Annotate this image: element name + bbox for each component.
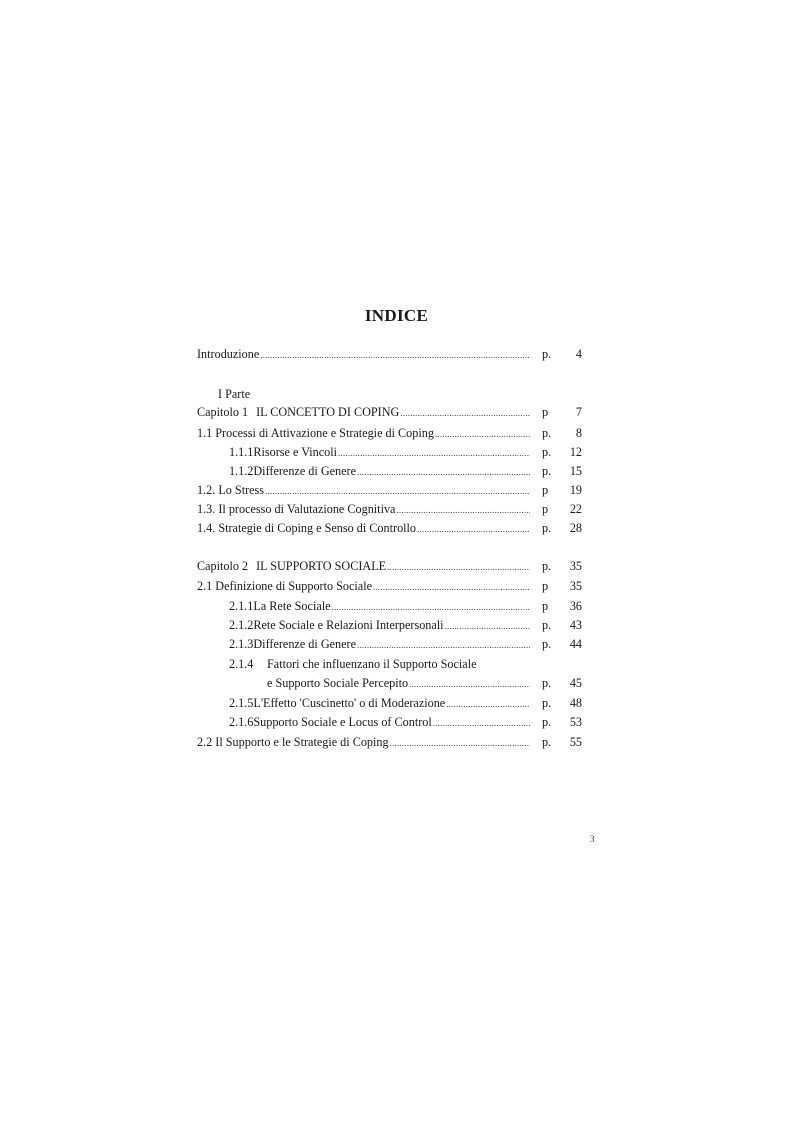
toc-entry-label: La Rete Sociale [253, 599, 331, 613]
toc-entry-label: Supporto Sociale e Locus of Control [253, 715, 432, 729]
toc-page-prefix: p. [542, 445, 552, 459]
toc-page-prefix: p [542, 483, 549, 497]
toc-dot-leader [433, 714, 530, 731]
toc-entry-label: Rete Sociale e Relazioni Interpersonali [253, 618, 444, 632]
toc-section-number: 2.1.5 [229, 696, 254, 710]
toc-page-prefix: p. [542, 715, 552, 729]
toc-section-number: 2.1.2 [229, 618, 254, 632]
toc-entry-1-1-1 [229, 444, 531, 461]
toc-page-number: 15 [569, 464, 582, 478]
toc-chapter-number: Capitolo 2 [197, 559, 249, 573]
toc-dot-leader [357, 636, 530, 653]
page-folio-number: 3 [590, 834, 595, 844]
toc-page-number: 12 [569, 445, 582, 459]
toc-entry-label: 1.1 Processi di Attivazione e Strategie di Coping [197, 426, 434, 440]
toc-entry-2-1 [197, 578, 531, 595]
toc-dot-leader [417, 520, 530, 537]
toc-page-prefix: p. [542, 464, 552, 478]
toc-section-number: 2.1.3 [229, 637, 254, 651]
toc-section-number: 2.1.4 [229, 657, 254, 671]
toc-entry-label: 1.3. Il processo di Valutazione Cognitiva [197, 502, 396, 516]
page-title: INDICE [364, 306, 429, 325]
toc-dot-leader [373, 578, 530, 595]
toc-section-number: 2.1.1 [229, 599, 254, 613]
toc-entry-2-1-4-continued [267, 675, 531, 692]
toc-entry-label: Introduzione [197, 347, 260, 361]
toc-page-number: 4 [575, 347, 582, 361]
toc-dot-leader [396, 501, 530, 518]
toc-entry-2-2 [197, 734, 531, 751]
toc-entry-label: 1.2. Lo Stress [197, 483, 265, 497]
toc-page-prefix: p [542, 405, 549, 419]
toc-entry-label: L'Effetto 'Cuscinetto' o di Moderazione [253, 696, 446, 710]
toc-entry-label: 2.1 Definizione di Supporto Sociale [197, 579, 372, 593]
toc-page-prefix: p. [542, 676, 552, 690]
toc-page-prefix: p. [542, 426, 552, 440]
toc-dot-leader [260, 346, 530, 363]
toc-page-prefix: p. [542, 696, 552, 710]
toc-page-prefix: p. [542, 618, 552, 632]
toc-page-number: 53 [569, 715, 582, 729]
toc-page-number: 55 [569, 735, 582, 749]
toc-page-number: 35 [569, 579, 582, 593]
toc-page-number: 44 [569, 637, 582, 651]
toc-chapter-number: Capitolo 1 [197, 405, 249, 419]
toc-entry-2-1-1 [229, 598, 531, 615]
toc-page-number: 19 [569, 483, 582, 497]
toc-dot-leader [409, 675, 530, 692]
toc-page-prefix: p. [542, 637, 552, 651]
toc-entry-label: Differenze di Genere [253, 637, 357, 651]
toc-entry-1-2 [197, 482, 531, 499]
toc-page-number: 22 [569, 502, 582, 516]
toc-dot-leader [446, 695, 530, 712]
toc-entry-2-1-2 [229, 617, 531, 634]
toc-page-number: 43 [569, 618, 582, 632]
toc-entry-2-1-6 [229, 714, 531, 731]
toc-page-number: 35 [569, 559, 582, 573]
toc-entry-chapter-2 [197, 558, 531, 575]
toc-page-prefix: p [542, 599, 549, 613]
toc-page-prefix: p. [542, 735, 552, 749]
toc-dot-leader [357, 463, 530, 480]
toc-dot-leader [445, 617, 530, 634]
toc-page-prefix: p. [542, 559, 552, 573]
toc-entry-1-1 [197, 425, 531, 442]
toc-entry-2-1-3 [229, 636, 531, 653]
toc-entry-2-1-4 [229, 656, 531, 672]
toc-section-number: 1.1.1 [229, 445, 254, 459]
toc-page-number: 7 [575, 405, 582, 419]
toc-entry-1-4 [197, 520, 531, 537]
toc-entry-label: 1.4. Strategie di Coping e Senso di Controllo [197, 521, 417, 535]
toc-page-number: 28 [569, 521, 582, 535]
toc-dot-leader [435, 425, 530, 442]
toc-page-prefix: p [542, 502, 549, 516]
toc-dot-leader [400, 404, 530, 421]
toc-dot-leader [390, 734, 530, 751]
toc-entry-2-1-5 [229, 695, 531, 712]
toc-page-prefix: p. [542, 521, 552, 535]
toc-entry-label: Risorse e Vincoli [253, 445, 338, 459]
toc-page-prefix: p. [542, 347, 552, 361]
toc-entry-1-1-2 [229, 463, 531, 480]
part-heading: I Parte [218, 387, 251, 401]
toc-entry-label: IL CONCETTO DI COPING [256, 405, 400, 419]
toc-page-number: 45 [569, 676, 582, 690]
toc-entry-1-3 [197, 501, 531, 518]
toc-entry-chapter-1 [197, 404, 531, 421]
toc-entry-label: e Supporto Sociale Percepito [267, 676, 409, 690]
toc-page-number: 48 [569, 696, 582, 710]
toc-entry-label: Differenze di Genere [253, 464, 357, 478]
toc-entry-label: IL SUPPORTO SOCIALE [256, 559, 387, 573]
toc-dot-leader [265, 482, 530, 499]
toc-dot-leader [387, 558, 530, 575]
toc-page-number: 8 [575, 426, 582, 440]
toc-dot-leader [332, 598, 530, 615]
toc-section-number: 2.1.6 [229, 715, 254, 729]
toc-entry-introduzione [197, 346, 531, 363]
toc-section-number: 1.1.2 [229, 464, 254, 478]
toc-entry-label: Fattori che influenzano il Supporto Sociale [267, 657, 477, 671]
toc-page-number: 36 [569, 599, 582, 613]
toc-dot-leader [338, 444, 530, 461]
toc-page-prefix: p [542, 579, 549, 593]
toc-entry-label: 2.2 Il Supporto e le Strategie di Coping [197, 735, 389, 749]
